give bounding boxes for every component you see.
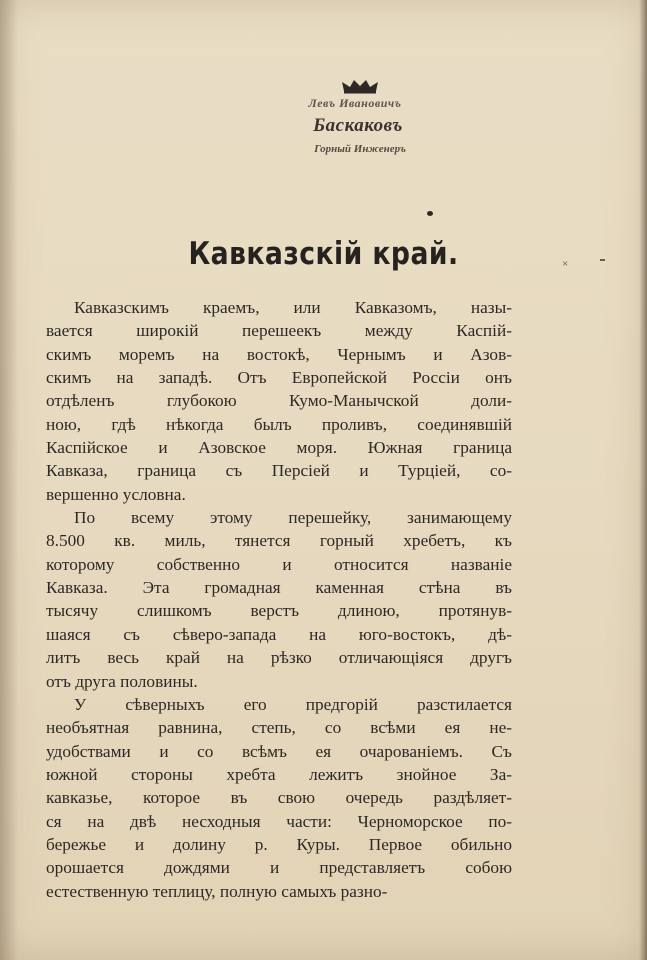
text-line: тысячу слишкомъ верстъ длиною, протянув- <box>46 601 512 621</box>
page-spine-shadow <box>0 0 18 960</box>
text-line: шаяся съ сѣверо-запада на юго-востокъ, дѣ- <box>46 624 512 644</box>
text-line: кавказье, которое въ свою очередь раздѣляет- <box>46 788 512 808</box>
text-line: отдѣленъ глубокою Кумо-Манычской доли- <box>46 391 512 411</box>
text-line: Кавказскимъ краемъ, или Кавказомъ, назы- <box>74 298 512 317</box>
paragraph <box>46 296 512 506</box>
text-line: Каспійское и Азовское моря. Южная граница <box>46 438 512 458</box>
text-line: 8.500 кв. миль, тянется горный хребетъ, къ <box>46 531 512 551</box>
text-line: скимъ на западѣ. Отъ Европейской Россіи онъ <box>46 368 512 388</box>
chapter-title: Кавказскій край. <box>188 236 459 272</box>
text-line: ною, гдѣ нѣкогда былъ проливъ, соединявшій <box>46 414 512 434</box>
stamp-owner-name: Левъ Ивановичъ <box>308 96 402 110</box>
text-line: удобствами и со всѣмъ ея очарованіемъ. Съ <box>46 741 512 761</box>
paragraph <box>46 693 512 903</box>
text-line: По всему этому перешейку, занимающему <box>74 508 512 528</box>
text-line: вается широкій перешеекъ между Каспій- <box>46 321 512 341</box>
stamp-owner-title: Горный Инженеръ <box>314 143 406 155</box>
crown-icon <box>340 78 380 94</box>
text-line: У сѣверныхъ его предгорій разстилается <box>74 694 512 714</box>
text-line: бережье и долину р. Куры. Первое обильно <box>46 834 512 854</box>
paragraph <box>46 506 512 693</box>
text-line: отъ друга половины. <box>46 671 198 691</box>
stamp-owner-surname: Баскаковъ <box>313 115 403 136</box>
text-line: необъятная равнина, степь, со всѣми ея не- <box>46 718 512 738</box>
text-line: ся на двѣ несходныя части: Черноморское по- <box>46 811 512 831</box>
text-line: естественную теплицу, полную самыхъ разно- <box>46 881 388 901</box>
text-line: Кавказа, граница съ Персіей и Турціей, со- <box>46 461 512 481</box>
text-line: южной стороны хребта лежитъ знойное За- <box>46 764 512 784</box>
text-line: литъ весь край на рѣзко отличающіяся другъ <box>46 648 512 668</box>
ink-dot <box>427 211 433 216</box>
text-line: которому собственно и относится названіе <box>46 554 512 574</box>
page-edge-shadow <box>639 0 647 960</box>
text-line: орошается дождями и представляетъ собою <box>46 858 512 878</box>
owner-stamp <box>270 78 450 155</box>
text-line: скимъ моремъ на востокѣ, Чернымъ и Азов- <box>46 344 512 364</box>
body-text <box>46 296 512 903</box>
text-line: Кавказа. Эта громадная каменная стѣна въ <box>46 578 512 598</box>
text-line: вершенно условна. <box>46 484 186 504</box>
margin-mark: × <box>562 258 569 270</box>
